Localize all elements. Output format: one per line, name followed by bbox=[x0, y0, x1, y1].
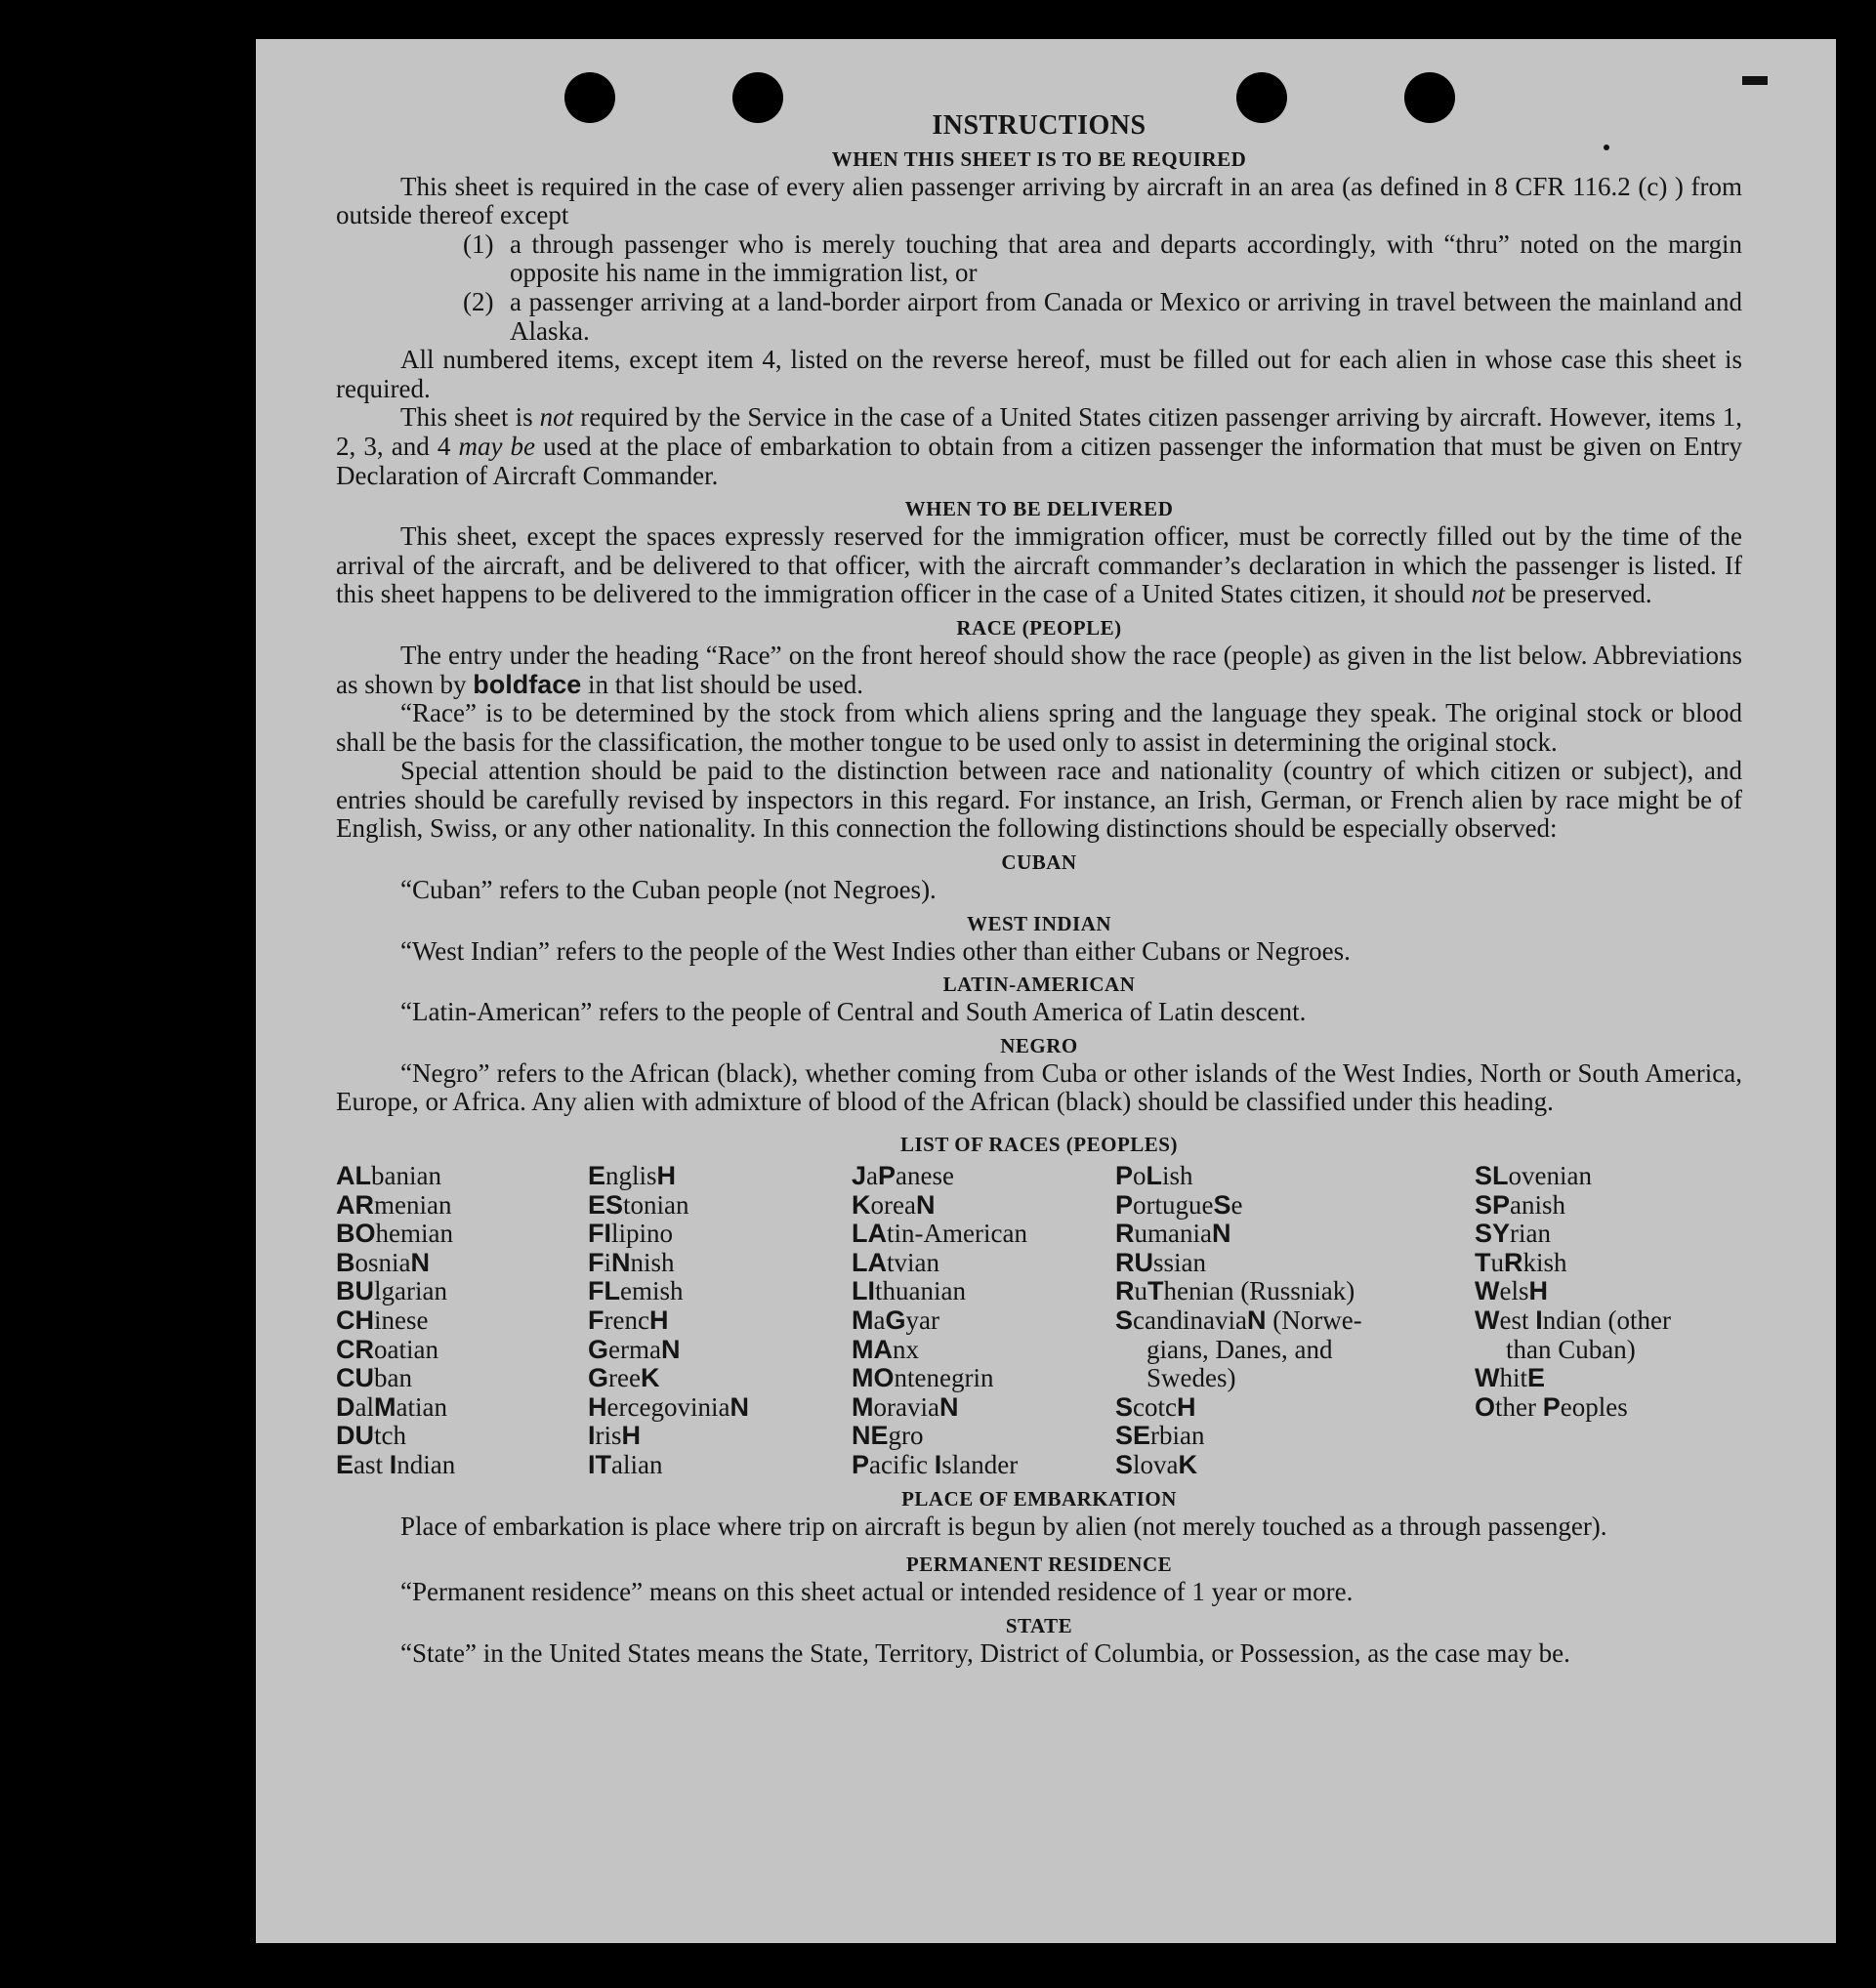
paragraph-citizen: This sheet is not required by the Service in the case of a United States citizen passenger arriving by aircraft. However, items 1, 2, 3, and 4 may be used at the place of embarkation to obtain from a citizen passenger the information that must be given on Entry Declaration of Aircraft Commander. bbox=[336, 402, 1743, 490]
race-entry: BosniaN bbox=[336, 1247, 430, 1277]
definition-west-indian: “West Indian” refers to the people of the West Indies other than either Cubans or Negroes. bbox=[400, 935, 1351, 966]
race-entry: LIthuanian bbox=[852, 1276, 966, 1306]
paragraph-intro: This sheet is required in the case of every alien passenger arriving by aircraft in an area (as defined in 8 CFR 116.2 (c) ) from outside thereof except bbox=[336, 171, 1742, 230]
race-entry: CRoatian bbox=[336, 1334, 438, 1364]
race-entry: ScotcH bbox=[1115, 1391, 1196, 1422]
race-entry: East Indian bbox=[336, 1449, 456, 1479]
race-entry: WhitE bbox=[1475, 1363, 1546, 1393]
race-entry: West Indian (other bbox=[1475, 1305, 1671, 1335]
races-column-1 bbox=[336, 1162, 588, 1480]
race-entry: gians, Danes, and bbox=[1146, 1334, 1333, 1364]
paragraph-delivered: This sheet, except the spaces expressly reserved for the immigration officer, must be correctly filled out by the time of the arrival of the aircraft, and be delivered to that officer, with the aircraft commander’s declaration in which the passenger is listed. If this sheet happens to be delivered to the immigration officer in the case of a United States citizen, it should not be preserved. bbox=[336, 521, 1742, 609]
heading-latin-american: LATIN-AMERICAN bbox=[942, 973, 1136, 997]
race-entry: LAtvian bbox=[852, 1247, 939, 1277]
race-entry: BOhemian bbox=[336, 1219, 453, 1249]
race-entry: than Cuban) bbox=[1506, 1334, 1636, 1364]
race-entry: MoraviaN bbox=[852, 1391, 959, 1422]
definition-latin-american: “Latin-American” refers to the people of Central and South America of Latin descent. bbox=[400, 997, 1307, 1027]
definition-embarkation: Place of embarkation is place where trip on aircraft is begun by alien (not merely touched as a through passenger). bbox=[400, 1511, 1607, 1541]
race-entry: HercegoviniaN bbox=[588, 1391, 749, 1422]
race-entry: GermaN bbox=[588, 1334, 681, 1364]
race-entry: RuThenian (Russniak) bbox=[1115, 1276, 1355, 1306]
race-entry: Pacific Islander bbox=[852, 1449, 1019, 1479]
definition-negro: “Negro” refers to the African (black), whether coming from Cuba or other islands of the West Indies, North or South America, Europe, or Africa. Any alien with admixture of blood of the African (black) should be classified under this heading. bbox=[336, 1057, 1742, 1117]
race-entry: ALbanian bbox=[336, 1161, 441, 1191]
races-column-4 bbox=[1115, 1162, 1475, 1480]
race-entry: BUlgarian bbox=[336, 1276, 447, 1306]
race-entry: EnglisH bbox=[588, 1161, 677, 1191]
race-entry: SlovaK bbox=[1115, 1449, 1198, 1479]
ink-speck bbox=[1742, 76, 1768, 85]
heading-state: STATE bbox=[1005, 1613, 1073, 1637]
race-entry: MOntenegrin bbox=[852, 1363, 994, 1393]
race-entry: IrisH bbox=[588, 1421, 642, 1451]
race-entry: NEgro bbox=[852, 1421, 924, 1451]
paragraph-numbered-items: All numbered items, except item 4, listed on the reverse hereof, must be filled out for each alien in whose case this sheet is required. bbox=[336, 345, 1742, 403]
heading-cuban: CUBAN bbox=[1001, 850, 1077, 875]
race-entry: PoLish bbox=[1115, 1161, 1193, 1191]
race-entry: RumaniaN bbox=[1115, 1219, 1231, 1249]
definition-cuban: “Cuban” refers to the Cuban people (not Negroes). bbox=[400, 875, 937, 905]
race-entry: JaPanese bbox=[852, 1161, 954, 1191]
race-entry: CUban bbox=[336, 1363, 412, 1393]
heading-negro: NEGRO bbox=[1000, 1033, 1078, 1057]
races-column-3 bbox=[852, 1162, 1115, 1480]
exception-1: (1) a through passenger who is merely touching that area and departs accordingly, with “thru” noted on the margin opposite his name in the immigration list, or bbox=[463, 228, 1742, 288]
race-entry: WelsH bbox=[1475, 1276, 1548, 1306]
race-entry: EStonian bbox=[588, 1189, 689, 1220]
race-entry: Swedes) bbox=[1146, 1363, 1236, 1393]
race-entry: ARmenian bbox=[336, 1189, 452, 1220]
heading-race: RACE (PEOPLE) bbox=[956, 615, 1122, 640]
race-entry: RUssian bbox=[1115, 1247, 1206, 1277]
heading-required: WHEN THIS SHEET IS TO BE REQUIRED bbox=[831, 146, 1247, 171]
race-entry: LAtin-American bbox=[852, 1219, 1027, 1249]
race-entry: DalMatian bbox=[336, 1391, 447, 1422]
race-entry: MAnx bbox=[852, 1334, 919, 1364]
race-entry: FIlipino bbox=[588, 1219, 674, 1249]
heading-delivered: WHEN TO BE DELIVERED bbox=[904, 497, 1174, 521]
definition-residence: “Permanent residence” means on this sheet actual or intended residence of 1 year or more. bbox=[400, 1577, 1354, 1607]
race-entry: PortugueSe bbox=[1115, 1189, 1243, 1220]
races-column-2 bbox=[588, 1162, 852, 1480]
heading-list-of-races: LIST OF RACES (PEOPLES) bbox=[900, 1133, 1178, 1157]
race-entry: Other Peoples bbox=[1475, 1391, 1628, 1422]
instructions-text bbox=[336, 102, 1742, 1668]
race-entry: GreeK bbox=[588, 1363, 660, 1393]
race-entry: SPanish bbox=[1475, 1189, 1566, 1220]
race-entry: TuRkish bbox=[1475, 1247, 1567, 1277]
definition-state: “State” in the United States means the State, Territory, District of Columbia, or Possession, as the case may be. bbox=[400, 1637, 1570, 1668]
paragraph-race-2: “Race” is to be determined by the stock from which aliens spring and the language they speak. The original stock or blood shall be the basis for the classification, the mother tongue to be used only to assist in determining the original stock. bbox=[336, 698, 1742, 757]
race-entry: DUtch bbox=[336, 1421, 406, 1451]
exception-2: (2) a passenger arriving at a land-border airport from Canada or Mexico or arriving in travel between the mainland and Alaska. bbox=[463, 286, 1742, 346]
race-entry: KoreaN bbox=[852, 1189, 936, 1220]
races-column-5 bbox=[1475, 1162, 1742, 1480]
race-entry: SErbian bbox=[1115, 1421, 1205, 1451]
race-entry: FrencH bbox=[588, 1305, 669, 1335]
race-entry: SYrian bbox=[1475, 1219, 1552, 1249]
race-entry: ScandinaviaN (Norwe- bbox=[1115, 1305, 1362, 1335]
paragraph-race-3: Special attention should be paid to the distinction between race and nationality (country of which citizen or subject), and entries should be carefully revised by inspectors in this regard. For instance, an Irish, German, or French alien by race might be of English, Swiss, or any other nationality. In this connection the following distinctions should be especially observed: bbox=[336, 756, 1742, 844]
page-title: INSTRUCTIONS bbox=[932, 110, 1146, 141]
race-entry: SLovenian bbox=[1475, 1161, 1592, 1191]
race-entry: ITalian bbox=[588, 1449, 663, 1479]
race-entry: MaGyar bbox=[852, 1305, 939, 1335]
race-entry: CHinese bbox=[336, 1305, 429, 1335]
races-list bbox=[336, 1162, 1742, 1480]
heading-west-indian: WEST INDIAN bbox=[966, 911, 1112, 935]
heading-embarkation: PLACE OF EMBARKATION bbox=[901, 1486, 1177, 1511]
race-entry: FLemish bbox=[588, 1276, 684, 1306]
paragraph-race-1: The entry under the heading “Race” on the front hereof should show the race (people) as given in the list below. Abbreviations as shown by boldface in that list should be used. bbox=[336, 640, 1742, 699]
race-entry: FiNnish bbox=[588, 1247, 675, 1277]
heading-residence: PERMANENT RESIDENCE bbox=[905, 1553, 1173, 1577]
document-sheet bbox=[256, 39, 1836, 1943]
